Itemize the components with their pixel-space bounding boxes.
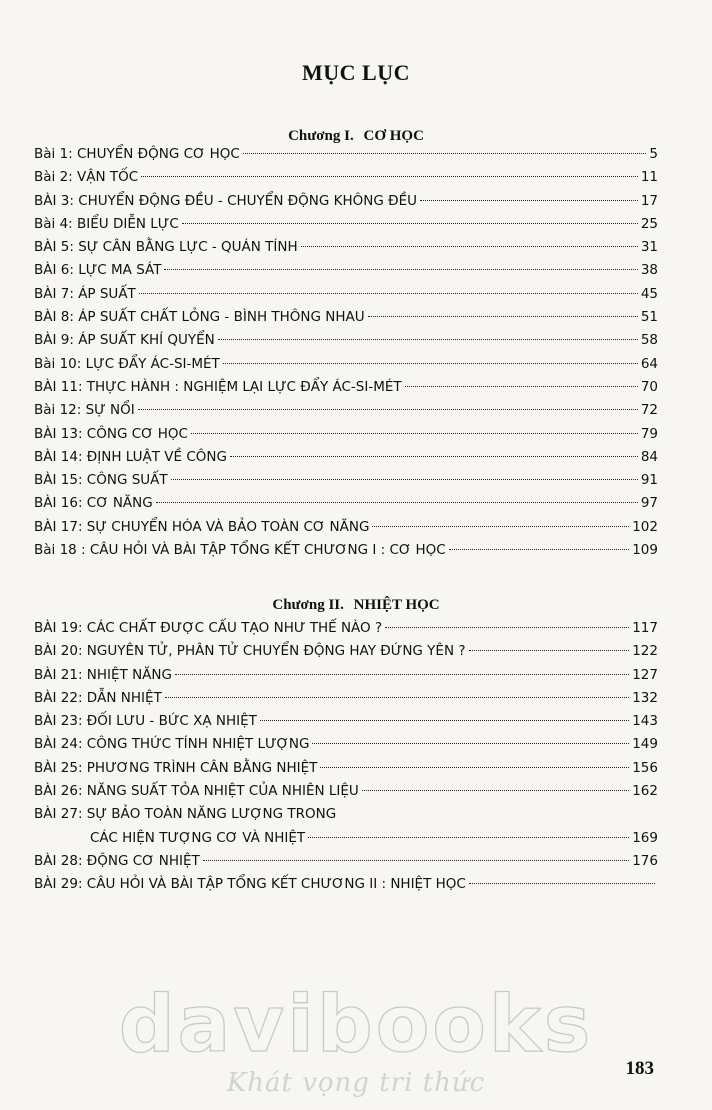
toc-entry-page: 64 bbox=[640, 355, 658, 372]
dot-leader bbox=[175, 674, 629, 675]
toc-entry[interactable] bbox=[34, 806, 658, 829]
dot-leader bbox=[469, 650, 630, 651]
dot-leader bbox=[203, 860, 629, 861]
toc-entry[interactable] bbox=[34, 853, 658, 876]
toc-entry[interactable] bbox=[34, 426, 658, 449]
toc-entry[interactable] bbox=[34, 402, 658, 425]
dot-leader bbox=[405, 386, 638, 387]
chapter-1-name: CƠ HỌC bbox=[363, 128, 424, 144]
toc-entry-label: BÀI 29: CÂU HỎI VÀ BÀI TẬP TỔNG KẾT CHƯƠNG II : NHIỆT HỌC bbox=[34, 876, 466, 893]
toc-entry[interactable] bbox=[34, 495, 658, 518]
toc-entry-label: BÀI 24: CÔNG THỨC TÍNH NHIỆT LƯỢNG bbox=[34, 736, 310, 753]
toc-entry-page: 58 bbox=[640, 332, 658, 349]
page-title: MỤC LỤC bbox=[302, 60, 410, 85]
chapter-1-label: Chương I. bbox=[288, 128, 354, 144]
toc-entry-page: 162 bbox=[632, 783, 658, 800]
dot-leader bbox=[385, 627, 629, 628]
toc-entry-page: 17 bbox=[640, 192, 658, 209]
toc-entry-page: 176 bbox=[632, 852, 658, 869]
toc-entry-label: BÀI 28: ĐỘNG CƠ NHIỆT bbox=[34, 852, 200, 869]
dot-leader bbox=[156, 502, 638, 503]
toc-entry-label: BÀI 8: ÁP SUẤT CHẤT LỎNG - BÌNH THÔNG NHAU bbox=[34, 309, 365, 326]
toc-entry-label: BÀI 26: NĂNG SUẤT TỎA NHIỆT CỦA NHIÊN LIỆU bbox=[34, 783, 359, 800]
toc-entry-label: CÁC HIỆN TƯỢNG CƠ VÀ NHIỆT bbox=[90, 829, 306, 846]
dot-leader bbox=[164, 269, 637, 270]
dot-leader bbox=[139, 293, 638, 294]
dot-leader bbox=[362, 790, 629, 791]
toc-entry[interactable] bbox=[34, 876, 658, 899]
toc-entry-label: Bài 12: SỰ NỔI bbox=[34, 402, 135, 419]
dot-leader bbox=[449, 549, 630, 550]
toc-entry-label: Bài 1: CHUYỂN ĐỘNG CƠ HỌC bbox=[34, 146, 240, 162]
watermark-slogan: Khát vọng tri thức bbox=[226, 1068, 486, 1098]
toc-entry-page: 70 bbox=[640, 378, 658, 395]
dot-leader bbox=[372, 526, 629, 527]
toc-entry-label: BÀI 14: ĐỊNH LUẬT VỀ CÔNG bbox=[34, 448, 227, 465]
toc-entry-label: BÀI 5: SỰ CÂN BẰNG LỰC - QUÁN TÍNH bbox=[34, 239, 298, 256]
toc-entry-label: BÀI 9: ÁP SUẤT KHÍ QUYỂN bbox=[34, 332, 215, 349]
toc-entry-label: BÀI 7: ÁP SUẤT bbox=[34, 285, 136, 302]
toc-entry-label: Bài 2: VẬN TỐC bbox=[34, 169, 139, 186]
toc-entry[interactable] bbox=[34, 542, 658, 565]
page-number: 183 bbox=[625, 1058, 654, 1079]
toc-entry-label: BÀI 6: LỰC MA SÁT bbox=[34, 262, 162, 279]
toc-entry-page: 117 bbox=[632, 620, 658, 636]
toc-entry-page: 51 bbox=[640, 309, 658, 326]
toc-entry[interactable] bbox=[34, 760, 658, 783]
dot-leader bbox=[469, 883, 655, 884]
toc-entry-page: 91 bbox=[640, 472, 658, 489]
toc-entry[interactable] bbox=[34, 519, 658, 542]
toc-entry-page: 122 bbox=[632, 643, 658, 660]
toc-entry[interactable] bbox=[34, 472, 658, 495]
toc-entry-label: BÀI 21: NHIỆT NĂNG bbox=[34, 666, 172, 683]
dot-leader bbox=[243, 153, 647, 154]
watermark-brand: davibooks bbox=[118, 980, 594, 1070]
toc-entry-label: Bài 18 : CÂU HỎI VÀ BÀI TẬP TỔNG KẾT CHƯƠNG I : CƠ HỌC bbox=[34, 542, 446, 559]
toc-entry[interactable] bbox=[34, 643, 658, 666]
toc-entry[interactable] bbox=[34, 286, 658, 309]
toc-entry[interactable] bbox=[34, 379, 658, 402]
toc-entry[interactable] bbox=[34, 169, 658, 192]
toc-entry-page: 5 bbox=[649, 146, 658, 162]
toc-entry[interactable] bbox=[34, 783, 658, 806]
dot-leader bbox=[260, 720, 629, 721]
dot-leader bbox=[320, 767, 629, 768]
toc-entry-label: BÀI 13: CÔNG CƠ HỌC bbox=[34, 425, 188, 442]
dot-leader bbox=[191, 433, 638, 434]
chapter-2-heading bbox=[0, 597, 712, 614]
dot-leader bbox=[308, 837, 629, 838]
dot-leader bbox=[138, 409, 638, 410]
toc-entry-page: 72 bbox=[640, 402, 658, 419]
toc-entry-page: 31 bbox=[640, 239, 658, 256]
toc-entry[interactable] bbox=[34, 690, 658, 713]
toc-entry-label: BÀI 15: CÔNG SUẤT bbox=[34, 472, 168, 489]
toc-entry[interactable] bbox=[34, 239, 658, 262]
toc-entry-page: 143 bbox=[632, 713, 658, 730]
toc-entry-page: 149 bbox=[632, 736, 658, 753]
dot-leader bbox=[218, 339, 638, 340]
toc-entry-page: 84 bbox=[640, 448, 658, 465]
toc-entry-page: 127 bbox=[632, 666, 658, 683]
chapter-1-list bbox=[34, 146, 658, 565]
toc-entry-page: 38 bbox=[640, 262, 658, 279]
toc-entry-label: BÀI 11: THỰC HÀNH : NGHIỆM LẠI LỰC ĐẨY ÁC-SI-MÉT bbox=[34, 378, 402, 395]
dot-leader bbox=[230, 456, 638, 457]
dot-leader bbox=[141, 176, 638, 177]
toc-entry[interactable] bbox=[34, 356, 658, 379]
chapter-2-label: Chương II. bbox=[272, 597, 344, 613]
toc-entry-page: 109 bbox=[632, 542, 658, 559]
toc-entry[interactable] bbox=[34, 736, 658, 759]
toc-entry-label: BÀI 27: SỰ BẢO TOÀN NĂNG LƯỢNG TRONG bbox=[34, 806, 337, 823]
dot-leader bbox=[182, 223, 638, 224]
toc-entry-label: BÀI 25: PHƯƠNG TRÌNH CÂN BẰNG NHIỆT bbox=[34, 759, 318, 776]
chapter-2-list bbox=[34, 620, 658, 900]
toc-entry-label: BÀI 20: NGUYÊN TỬ, PHÂN TỬ CHUYỂN ĐỘNG HAY ĐỨNG YÊN ? bbox=[34, 643, 466, 660]
dot-leader bbox=[312, 743, 629, 744]
toc-entry-label: Bài 10: LỰC ĐẨY ÁC-SI-MÉT bbox=[34, 355, 220, 372]
dot-leader bbox=[223, 363, 638, 364]
toc-entry[interactable] bbox=[34, 449, 658, 472]
dot-leader bbox=[301, 246, 638, 247]
toc-entry-label: BÀI 22: DẪN NHIỆT bbox=[34, 689, 162, 706]
chapter-2-name: NHIỆT HỌC bbox=[353, 597, 440, 613]
toc-entry-label: BÀI 23: ĐỐI LƯU - BỨC XẠ NHIỆT bbox=[34, 713, 257, 730]
toc-entry-page: 79 bbox=[640, 425, 658, 442]
dot-leader bbox=[171, 479, 638, 480]
toc-entry-page: 97 bbox=[640, 495, 658, 512]
toc-entry[interactable] bbox=[34, 332, 658, 355]
toc-entry-page: 11 bbox=[640, 169, 658, 186]
toc-entry-page: 102 bbox=[632, 518, 658, 535]
dot-leader bbox=[368, 316, 638, 317]
toc-entry[interactable] bbox=[34, 193, 658, 216]
toc-entry[interactable] bbox=[34, 309, 658, 332]
chapter-1-heading bbox=[0, 128, 712, 145]
toc-entry[interactable] bbox=[34, 216, 658, 239]
toc-entry-page: 169 bbox=[632, 829, 658, 846]
toc-entry-label: BÀI 16: CƠ NĂNG bbox=[34, 495, 153, 512]
toc-entry-page: 156 bbox=[632, 759, 658, 776]
toc-entry[interactable] bbox=[34, 667, 658, 690]
dot-leader bbox=[420, 200, 638, 201]
toc-entry[interactable] bbox=[34, 146, 658, 169]
toc-entry-continuation[interactable] bbox=[34, 830, 658, 853]
toc-entry-page: 132 bbox=[632, 689, 658, 706]
toc-entry-label: Bài 4: BIỂU DIỄN LỰC bbox=[34, 215, 179, 232]
toc-entry-label: BÀI 3: CHUYỂN ĐỘNG ĐỀU - CHUYỂN ĐỘNG KHÔNG ĐỀU bbox=[34, 192, 418, 209]
toc-entry-page: 25 bbox=[640, 215, 658, 232]
toc-entry[interactable] bbox=[34, 713, 658, 736]
toc-entry-label: BÀI 17: SỰ CHUYỂN HÓA VÀ BẢO TOÀN CƠ NĂNG bbox=[34, 518, 370, 535]
toc-entry-page: 45 bbox=[640, 285, 658, 302]
toc-entry-label: BÀI 19: CÁC CHẤT ĐƯỢC CẤU TẠO NHƯ THẾ NÀO ? bbox=[34, 620, 383, 636]
toc-entry[interactable] bbox=[34, 262, 658, 285]
toc-entry[interactable] bbox=[34, 620, 658, 643]
dot-leader bbox=[165, 697, 629, 698]
